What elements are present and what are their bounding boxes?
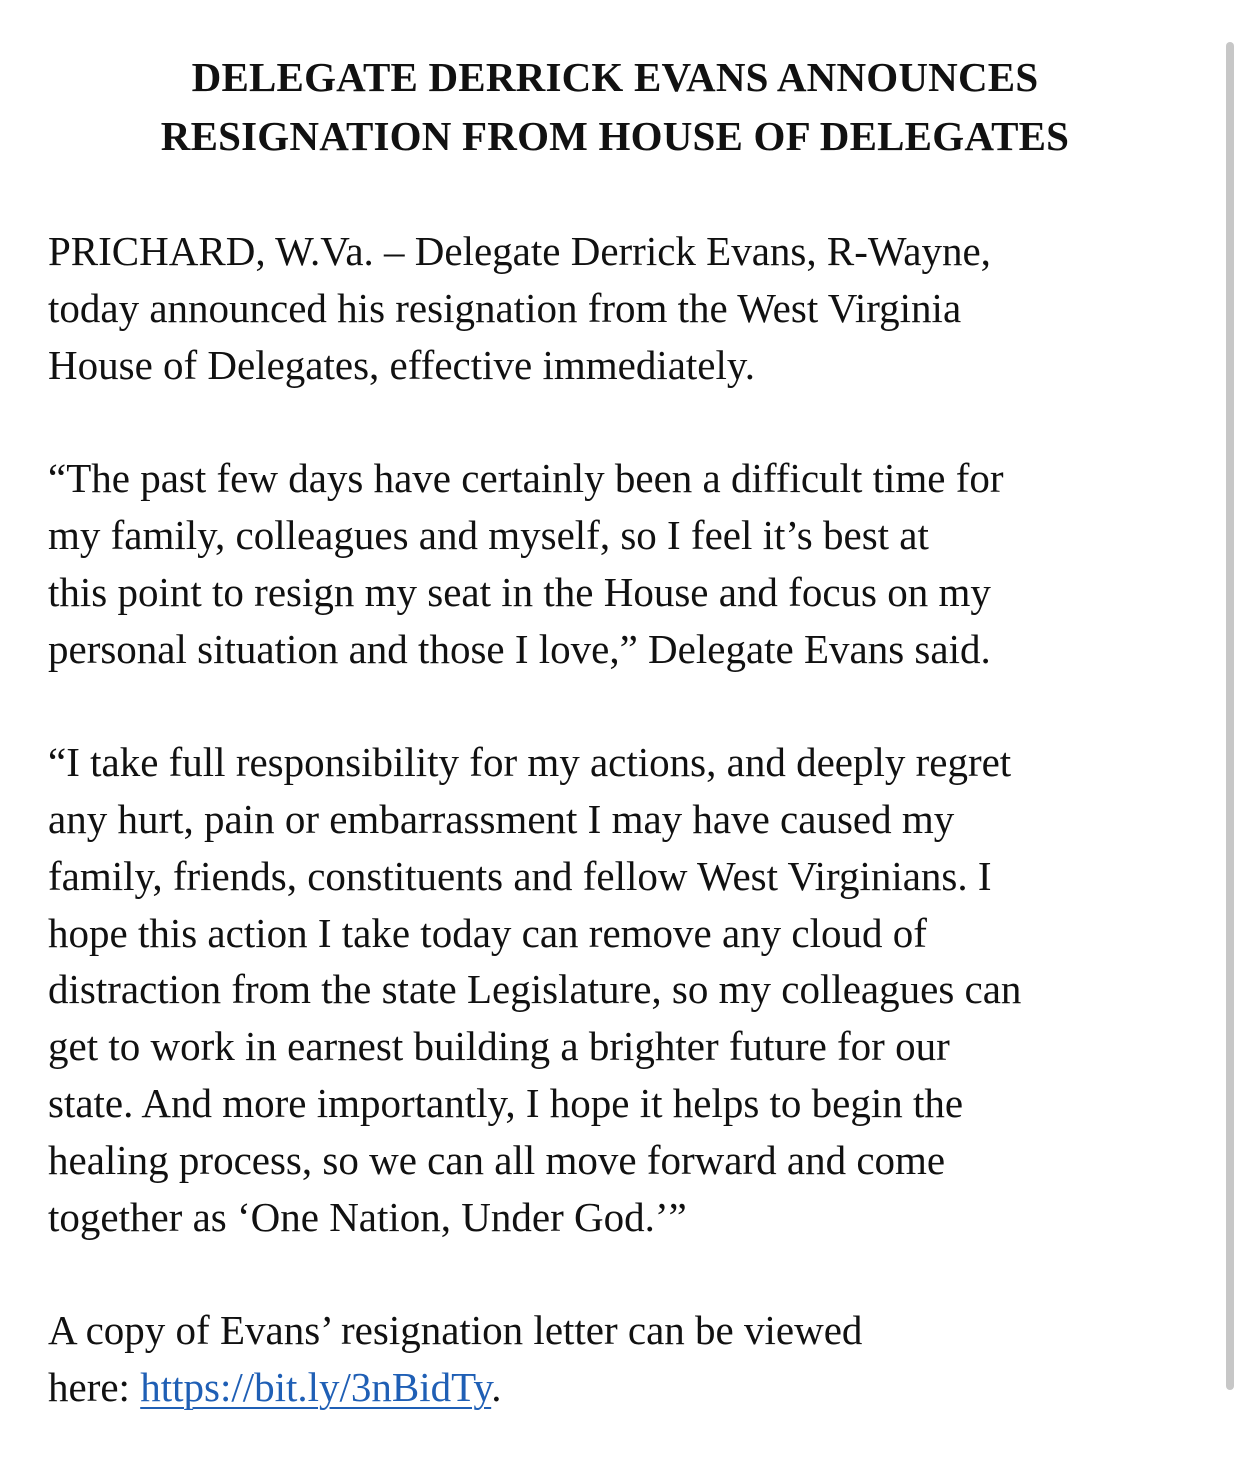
paragraph-line: today announced his resignation from the West Virginia — [48, 284, 962, 331]
paragraph-announcement — [48, 223, 1208, 393]
paragraph-line: distraction from the state Legislature, so my colleagues can — [48, 966, 1022, 1013]
closing-line-1: A copy of Evans’ resignation letter can be viewed — [48, 1307, 863, 1354]
paragraph-line: “The past few days have certainly been a difficult time for — [48, 455, 1004, 502]
closing-prefix: here: — [48, 1363, 141, 1410]
paragraph-line: healing process, so we can all move forward and come — [48, 1136, 946, 1183]
paragraph-quote-1 — [48, 450, 1208, 677]
paragraph-line: House of Delegates, effective immediately. — [48, 341, 755, 388]
resignation-letter-link[interactable]: https://bit.ly/3nBidTy — [140, 1363, 492, 1410]
vertical-scrollbar[interactable] — [1226, 42, 1234, 1390]
closing-suffix: . — [491, 1363, 502, 1410]
paragraph-line: together as ‘One Nation, Under God.’” — [48, 1193, 687, 1240]
headline-line-1: DELEGATE DERRICK EVANS ANNOUNCES — [191, 54, 1039, 100]
headline-line-2: RESIGNATION FROM HOUSE OF DELEGATES — [160, 113, 1070, 159]
press-release-body — [48, 223, 1208, 1473]
paragraph-line: family, friends, constituents and fellow West Virginians. I — [48, 852, 992, 899]
paragraph-line: this point to resign my seat in the House and focus on my — [48, 568, 991, 615]
headline — [40, 48, 1190, 166]
paragraph-line: my family, colleagues and myself, so I feel it’s best at — [48, 511, 929, 558]
paragraph-line: PRICHARD, W.Va. – Delegate Derrick Evans, R-Wayne, — [48, 228, 991, 274]
paragraph-quote-2 — [48, 734, 1208, 1245]
paragraph-line: personal situation and those I love,” Delegate Evans said. — [48, 625, 991, 672]
paragraph-line: state. And more importantly, I hope it helps to begin the — [48, 1079, 964, 1126]
paragraph-line: “I take full responsibility for my actions, and deeply regret — [48, 739, 1012, 786]
paragraph-line: any hurt, pain or embarrassment I may have caused my — [48, 795, 955, 842]
closing-line-2 — [48, 1359, 1208, 1416]
paragraph-closing — [48, 1302, 1208, 1416]
paragraph-line: hope this action I take today can remove any cloud of — [48, 909, 927, 956]
paragraph-line: get to work in earnest building a brighter future for our — [48, 1023, 950, 1070]
